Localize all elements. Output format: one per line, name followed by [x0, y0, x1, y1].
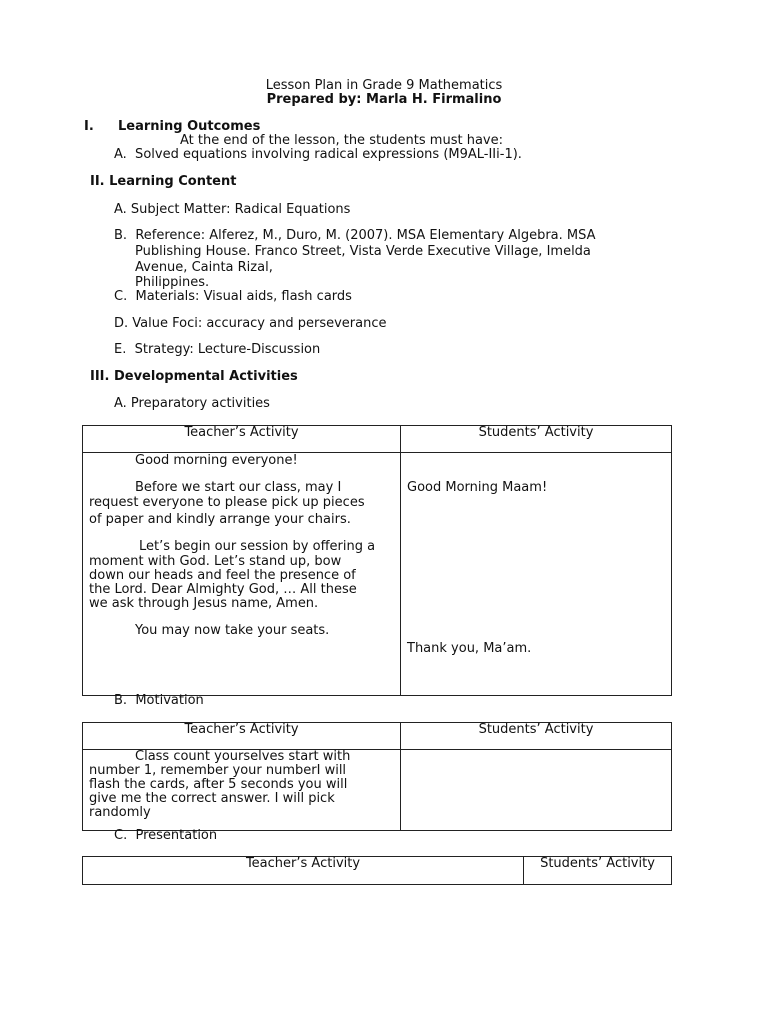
teacher-line: the Lord. Dear Almighty God, … All these — [89, 582, 357, 597]
teacher-activity-cell — [83, 750, 401, 831]
students-activity-cell — [401, 750, 672, 831]
reference-line-2: Publishing House. Franco Street, Vista Verde Executive Village, Imelda — [135, 244, 591, 259]
teacher-line: give me the correct answer. I will pick — [89, 791, 335, 806]
teacher-line: request everyone to please pick up pieces — [89, 495, 365, 510]
teacher-line: we ask through Jesus name, Amen. — [89, 596, 319, 611]
teacher-activity-header: Teacher’s Activity — [83, 426, 401, 453]
teacher-line: Class count yourselves start with — [135, 749, 351, 764]
prepared-by: Prepared by: Marla H. Firmalino — [266, 92, 502, 107]
section-1-intro: At the end of the lesson, the students must have: — [180, 133, 503, 148]
presentation-label: C. Presentation — [114, 828, 218, 843]
preparatory-activities-label: A. Preparatory activities — [114, 396, 270, 411]
preparatory-activities-table — [82, 425, 672, 696]
value-foci: D. Value Foci: accuracy and perseverance — [114, 316, 387, 331]
students-activity-header: Students’ Activity — [401, 723, 672, 750]
section-2-heading: II. Learning Content — [90, 174, 237, 189]
student-line: Thank you, Ma’am. — [407, 641, 532, 656]
section-3-heading: III. Developmental Activities — [90, 369, 298, 384]
section-1-heading: Learning Outcomes — [118, 119, 261, 134]
table-header-row — [83, 857, 672, 885]
students-activity-header: Students’ Activity — [524, 857, 672, 885]
teacher-line: randomly — [89, 805, 151, 820]
reference-line-4: Philippines. — [135, 275, 210, 290]
teacher-line: Good morning everyone! — [135, 453, 298, 468]
section-1-number: I. — [84, 119, 94, 134]
table-row — [83, 453, 672, 696]
teacher-line: Let’s begin our session by offering a — [139, 539, 376, 554]
teacher-activity-header: Teacher’s Activity — [83, 723, 401, 750]
reference-line-1: B. Reference: Alferez, M., Duro, M. (2007). MSA Elementary Algebra. MSA — [114, 228, 596, 243]
strategy: E. Strategy: Lecture-Discussion — [114, 342, 321, 357]
table-header-row — [83, 723, 672, 750]
teacher-line: down our heads and feel the presence of — [89, 568, 356, 583]
teacher-line: flash the cards, after 5 seconds you will — [89, 777, 348, 792]
teacher-line: number 1, remember your numberI will — [89, 763, 347, 778]
reference-line-3: Avenue, Cainta Rizal, — [135, 260, 273, 275]
materials: C. Materials: Visual aids, flash cards — [114, 289, 352, 304]
motivation-label: B. Motivation — [114, 693, 204, 708]
presentation-table — [82, 856, 672, 885]
teacher-line: You may now take your seats. — [135, 623, 330, 638]
students-activity-header: Students’ Activity — [401, 426, 672, 453]
student-line: Good Morning Maam! — [407, 480, 548, 495]
teacher-line: of paper and kindly arrange your chairs. — [89, 512, 351, 527]
section-1-item-a: A. Solved equations involving radical expressions (M9AL-IIi-1). — [114, 147, 522, 162]
teacher-line: moment with God. Let’s stand up, bow — [89, 554, 342, 569]
table-header-row — [83, 426, 672, 453]
document-title: Lesson Plan in Grade 9 Mathematics — [265, 78, 503, 93]
table-row — [83, 750, 672, 831]
teacher-line: Before we start our class, may I — [135, 480, 342, 495]
subject-matter: A. Subject Matter: Radical Equations — [114, 202, 351, 217]
students-activity-cell — [401, 453, 672, 696]
motivation-table — [82, 722, 672, 831]
teacher-activity-cell — [83, 453, 401, 696]
teacher-activity-header: Teacher’s Activity — [83, 857, 524, 885]
